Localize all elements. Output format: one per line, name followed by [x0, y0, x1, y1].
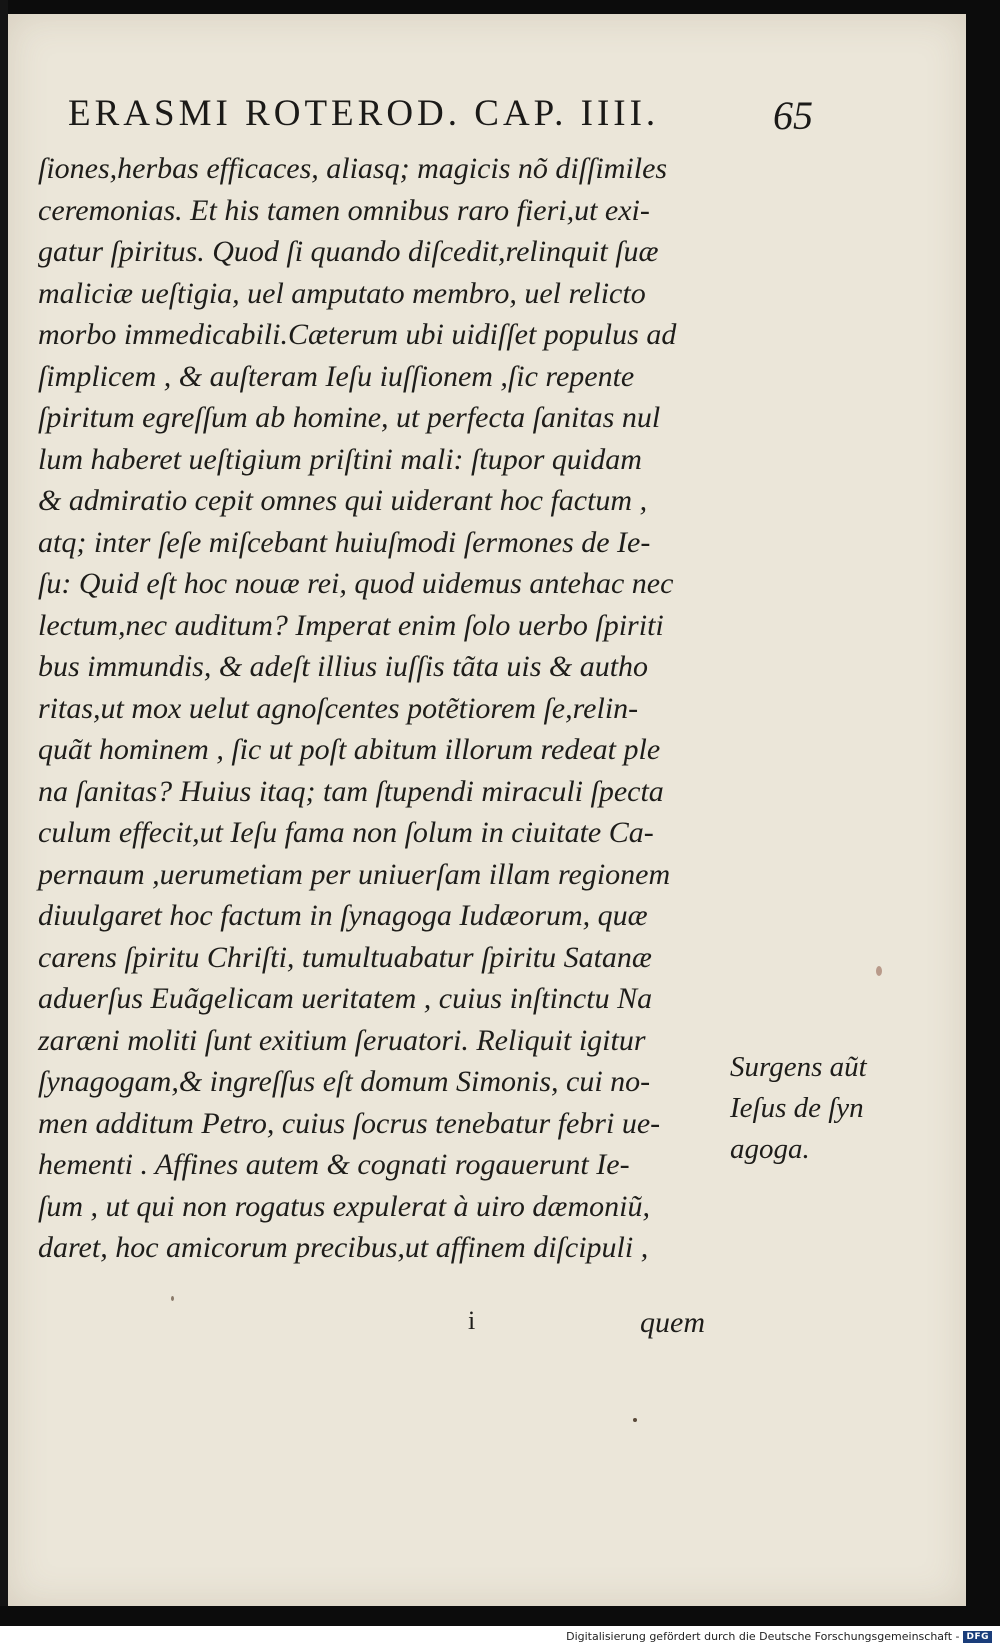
dfg-logo: DFG [963, 1631, 992, 1643]
ink-speck [876, 966, 882, 976]
text-line: diuulgaret hoc factum in ſynagoga Iudæorum, quæ [38, 899, 648, 932]
text-line: pernaum ,uerumetiam per uniuerſam illam regionem [38, 857, 671, 891]
signature-mark: i [468, 1306, 476, 1335]
text-line: ſiones,herbas efficaces, aliasq; magicis nõ diſſimiles [38, 152, 668, 185]
page-number: 65 [773, 93, 813, 138]
text-line: atq; inter ſeſe miſcebant huiuſmodi ſermones de Ie- [38, 525, 651, 559]
margin-note-line: agoga. [730, 1133, 810, 1165]
text-line: hementi . Affines autem & cognati rogauerunt Ie- [38, 1148, 630, 1181]
page-header [68, 92, 948, 152]
text-line: lum haberet ueſtigium priſtini mali: ſtupor quidam [38, 442, 642, 476]
text-line: ceremonias. Et his tamen omnibus raro fieri,ut exi- [38, 193, 650, 227]
margin-note [730, 1047, 930, 1170]
footer-credit-text: Digitalisierung gefördert durch die Deutsche Forschungsgemeinschaft - [566, 1630, 960, 1643]
text-line: ritas,ut mox uelut agnoſcentes potẽtiorem ſe,relin- [38, 691, 639, 725]
text-line: maliciæ ueſtigia, uel amputato membro, uel relicto [38, 276, 646, 310]
scan-border-top [0, 0, 1000, 14]
text-line: carens ſpiritu Chriſti, tumultuabatur ſpiritu Satanæ [38, 940, 652, 974]
text-line: ſum , ut qui non rogatus expulerat à uiro dæmoniũ, [38, 1189, 650, 1223]
text-line: men additum Petro, cuius ſocrus tenebatur febri ue- [38, 1106, 661, 1140]
body-text [38, 148, 718, 1269]
text-line: zaræni moliti ſunt exitium ſeruatori. Reliquit igitur [38, 1023, 646, 1057]
ink-speck [633, 1418, 637, 1422]
text-line: ſynagogam,& ingreſſus eſt domum Simonis, cui no- [38, 1065, 651, 1098]
text-line: ſpiritum egreſſum ab homine, ut perfecta ſanitas nul [38, 401, 661, 434]
text-line: lectum,nec auditum? Imperat enim ſolo uerbo ſpiriti [38, 608, 664, 642]
text-line: ſu: Quid eſt hoc nouæ rei, quod uidemus antehac nec [38, 567, 674, 600]
text-line: morbo immedicabili.Cæterum ubi uidiſſet populus ad [38, 318, 677, 351]
catchword: quem [640, 1306, 705, 1339]
margin-note-line: Surgens aũt [730, 1051, 867, 1083]
footer-credit [566, 1630, 992, 1643]
text-line: culum effecit,ut Ieſu fama non ſolum in ciuitate Ca- [38, 816, 654, 849]
text-line: & admiratio cepit omnes qui uiderant hoc factum , [38, 484, 648, 517]
text-line: ſimplicem , & auſteram Ieſu iuſſionem ,ſic repente [38, 359, 635, 393]
text-line: bus immundis, & adeſt illius iuſſis tãta uis & autho [38, 650, 649, 683]
scan-border-left [0, 0, 8, 1620]
text-line: daret, hoc amicorum precibus,ut affinem diſcipuli , [38, 1231, 649, 1264]
book-page [8, 14, 966, 1606]
text-line: aduerſus Euãgelicam ueritatem , cuius inſtinctu Na [38, 982, 653, 1015]
running-head: ERASMI ROTEROD. CAP. IIII. [68, 93, 660, 134]
scan-border-right [966, 0, 1000, 1620]
text-line: quãt hominem , ſic ut poſt abitum illorum redeat ple [38, 733, 661, 766]
text-line: na ſanitas? Huius itaq; tam ſtupendi miraculi ſpecta [38, 774, 664, 808]
ink-speck [171, 1296, 174, 1301]
margin-note-line: Ieſus de ſyn [730, 1092, 864, 1124]
scan-border-bottom [0, 1606, 1000, 1626]
text-line: gatur ſpiritus. Quod ſi quando diſcedit,relinquit ſuæ [38, 235, 659, 268]
